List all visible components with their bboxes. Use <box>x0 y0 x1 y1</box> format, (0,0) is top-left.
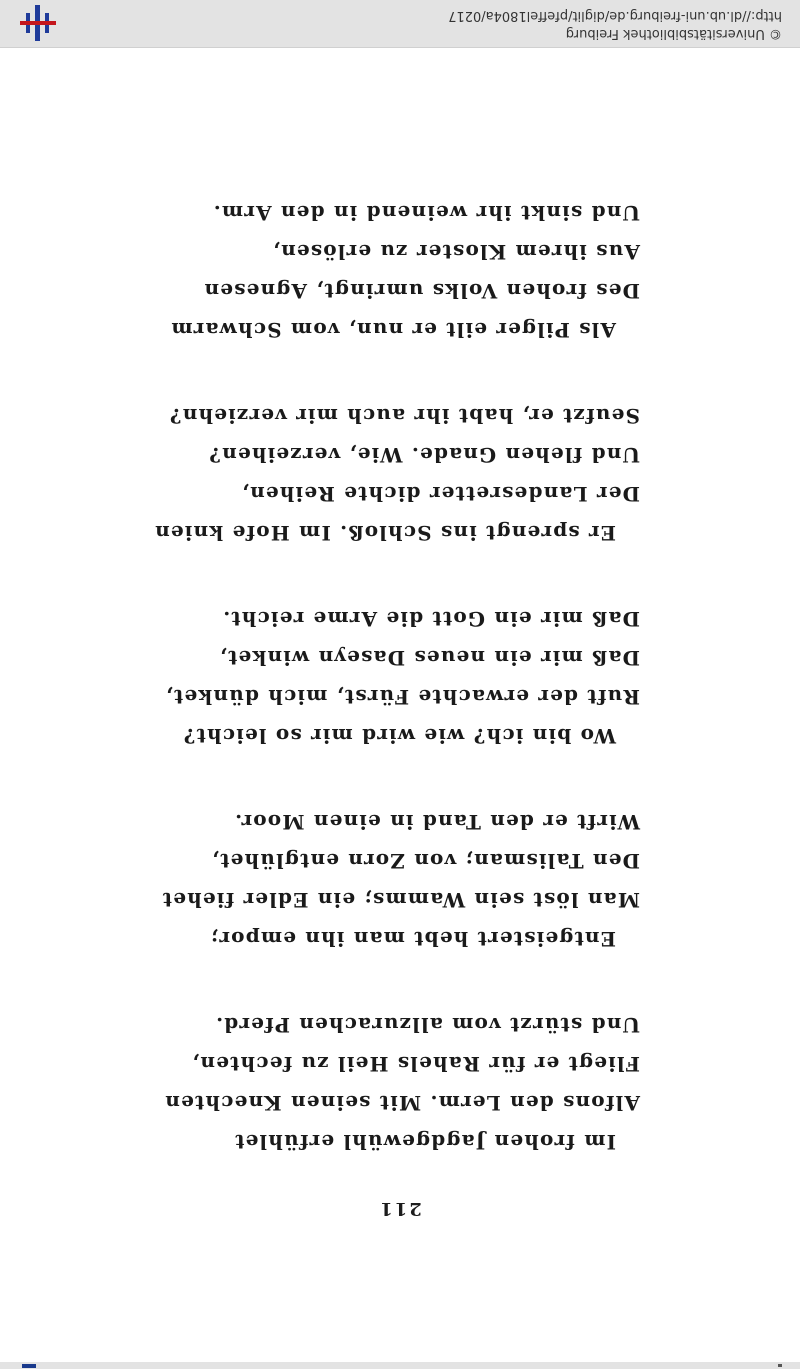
poem-line: Aus ihrem Kloster zu erlösen, <box>271 240 640 264</box>
poem-line: Ruft der erwachte Fürst, mich dünket, <box>164 685 640 709</box>
poem-line: Er sprengt ins Schloß. Im Hofe knien <box>153 521 616 545</box>
poem-line: Als Pilger eilt er nun, vom Schwarm <box>170 318 616 342</box>
stanza <box>120 802 640 958</box>
stanza <box>120 1005 640 1161</box>
poem-line: Seufzt er, habt ihr auch mir verziehn? <box>168 404 640 428</box>
poem-line: Und stürzt vom allzurachen Pferd. <box>214 1013 640 1037</box>
footer-bar <box>0 0 800 48</box>
poem-line: Daß mir ein Gott die Arme reicht. <box>222 607 640 631</box>
poem-line: Der Landesretter dichte Reihen, <box>240 482 640 506</box>
stanza <box>120 599 640 755</box>
poem-line: Im frohen Jagdgewühl erfühlet <box>234 1130 616 1154</box>
stanza <box>120 396 640 552</box>
poem-line: Des frohen Volks umringt, Agnesen <box>203 279 640 303</box>
copyright-text: © Universitätsbibliothek Freiburg <box>565 26 782 41</box>
poem-line: Wo bin ich? wie wird mir so leicht? <box>182 724 616 748</box>
poem-line: Daß mir ein neues Daseyn winket, <box>218 646 640 670</box>
page-number: 211 <box>378 1198 422 1219</box>
marker-dot <box>778 1364 782 1367</box>
ub-freiburg-logo-icon <box>18 3 58 43</box>
stanza <box>120 193 640 349</box>
poem-line: Entgeistert hebt man ihn empor; <box>209 927 616 951</box>
poem-line: Alfons den Lerm. Mit seinen Knechten <box>164 1091 640 1115</box>
poem-line: Den Talisman; von Zorn entglühet, <box>210 849 640 873</box>
poem-line: Und flehen Gnade. Wie, verzeihen? <box>208 443 640 467</box>
poem-line: Fliegt er für Rahels Heil zu fechten, <box>191 1052 640 1076</box>
marker-mark <box>22 1364 36 1368</box>
source-url-link[interactable]: http://dl.ub.uni-freiburg.de/diglit/pfeffel1804a/0217 <box>448 8 782 23</box>
top-strip <box>0 1362 800 1369</box>
poem <box>120 146 640 1161</box>
poem-line: Man löst sein Wamms; ein Edler fiehet <box>161 888 640 912</box>
poem-line: Und sinkt ihr weinend in den Arm. <box>212 201 640 225</box>
poem-line: Wirft er den Tand in einen Moor. <box>234 810 640 834</box>
